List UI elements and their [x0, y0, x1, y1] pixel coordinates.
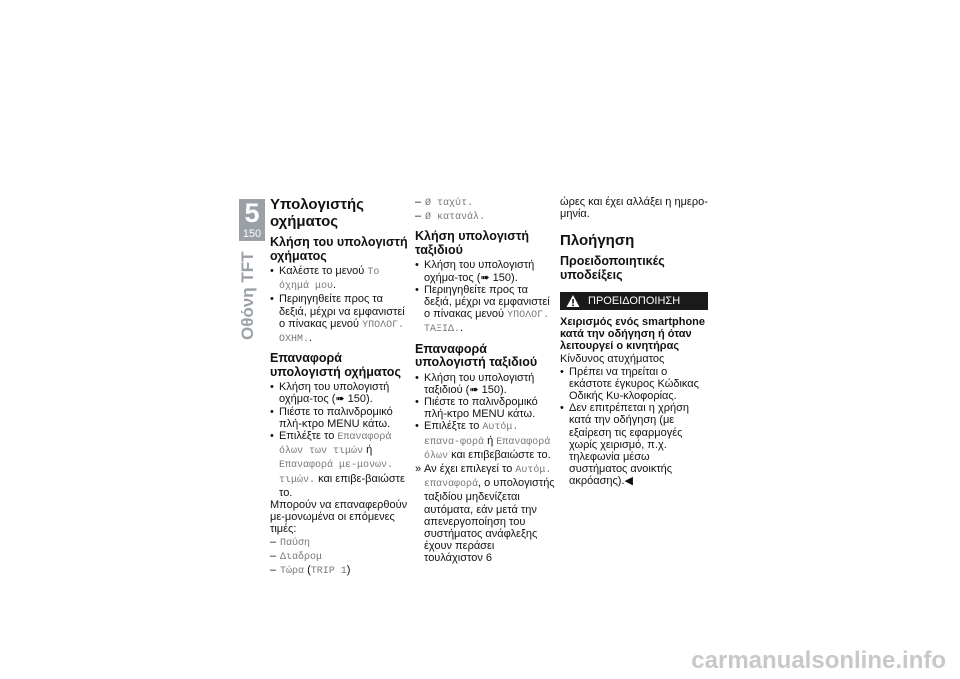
section-title-navigation: Πλοήγηση [560, 232, 635, 250]
list-item: – Παύση [270, 535, 311, 549]
warning-banner [560, 292, 708, 310]
warning-subheading: Κίνδυνος ατυχήματος [560, 353, 665, 366]
column-1 [270, 196, 410, 578]
column-3 [560, 196, 708, 488]
list-item: • Κλήση του υπολογιστή ταξιδιού (➠ 150). [415, 371, 535, 396]
warning-label: ΠΡΟΕΙΔΟΠΟΙΗΣΗ [588, 295, 681, 308]
list-item: • Δεν επιτρέπεται η χρήση κατά την οδήγηση (με εξαίρεση τις εφαρμογές χωρίς χειρισμό, π.χ. τηλεφωνία μέσω συστήματος ανοικτής ακρόασης).◀ [560, 402, 690, 488]
list-item: – Τώρα (TRIP 1) [270, 564, 351, 578]
list-item: • Περιηγηθείτε προς τα δεξιά, μέχρι να εμφανιστεί ο πίνακας μενού ΥΠΟΛΟΓ. ΤΑΞΙΔ.. [415, 283, 550, 336]
list-item: • Επιλέξτε το Επαναφορά όλων των τιμών ή Επαναφορά με-μονων. τιμών. και επιβε-βαιώστε το. [270, 430, 405, 499]
paragraph-resettable-values: Μπορούν να επαναφερθούν με-μονωμένα οι επόμενες τιμές: [270, 499, 408, 536]
column-2 [415, 196, 555, 565]
heading-warnings: Προειδοποιητικές υποδείξεις [560, 254, 665, 282]
section-title-vehicle-computer: Υπολογιστής οχήματος [270, 196, 364, 230]
warning-triangle-icon [566, 294, 580, 308]
chapter-tab [239, 199, 265, 241]
list-item: • Πιέστε το παλινδρομικό πλή-κτρο MENU κάτω. [270, 405, 393, 430]
continued-text: ώρες και έχει αλλάξει η ημερο-μηνία. [560, 196, 708, 221]
heading-reset-trip-computer: Επαναφορά υπολογιστή ταξιδιού [415, 341, 538, 370]
list-item: – Ø κατανάλ. [415, 210, 486, 224]
list-item: • Κλήση του υπολογιστή οχήμα-τος (➠ 150). [415, 259, 535, 284]
list-item: • Πιέστε το παλινδρομικό πλή-κτρο MENU κάτω. [415, 396, 538, 421]
watermark: carmanualsonline.info [691, 647, 946, 674]
list-item: • Επιλέξτε το Αυτόμ. επανα-φορά ή Επαναφορά όλων και επιβεβαιώστε το. [415, 420, 551, 462]
list-item: • Πρέπει να τηρείται ο εκάστοτε έγκυρος Κώδικας Οδικής Κυ-κλοφορίας. [560, 365, 699, 403]
heading-call-vehicle-computer: Κλήση του υπολογιστή οχήματος [270, 235, 408, 263]
heading-reset-vehicle-computer: Επαναφορά υπολογιστή οχήματος [270, 351, 401, 379]
page-number: 150 [242, 228, 262, 240]
list-item: – Ø ταχύτ. [415, 196, 474, 209]
list-item: – Διαδρομ [270, 549, 323, 563]
warning-heading: Χειρισμός ενός smartphone κατά την οδήγηση ή όταν λειτουργεί ο κινητήρας [560, 316, 706, 353]
list-item: • Κλήση του υπολογιστή οχήμα-τος (➠ 150). [270, 381, 390, 406]
heading-call-trip-computer: Κλήση υπολογιστή ταξιδιού [415, 229, 530, 257]
chapter-number: 5 [244, 198, 260, 228]
list-item: • Καλέστε το μενού Το όχημά μου. [270, 265, 380, 293]
side-chapter-title: Οθόνη TFT [238, 251, 257, 340]
result-item: » Αν έχει επιλεγεί το Αυτόμ. επαναφορά, ο υπολογιστής ταξιδίου μηδενίζεται αυτόματα, εάν μετά την απενεργοποίηση του συστήματος ανάφλεξης έχουν περάσει τουλάχιστον 6 [415, 463, 555, 565]
list-item: • Περιηγηθείτε προς τα δεξιά, μέχρι να εμφανιστεί ο πίνακας μενού ΥΠΟΛΟΓ. ΟΧΗΜ.. [270, 293, 405, 346]
